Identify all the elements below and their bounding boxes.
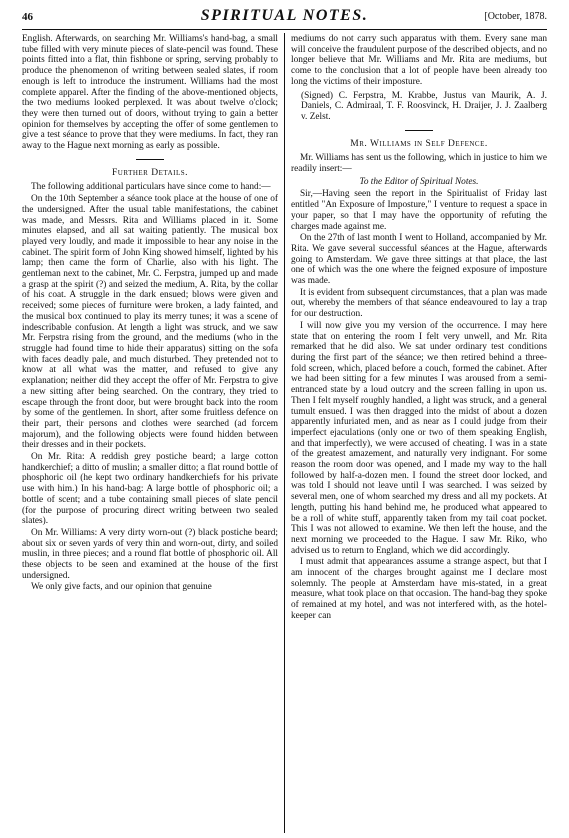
issue-date: [October, 1878. [484, 11, 547, 22]
page-number: 46 [22, 11, 33, 23]
section-heading-further-details: Further Details. [111, 167, 189, 178]
left-column [22, 34, 278, 834]
left-paragraph-2: The following additional particulars have since come to hand:— [31, 182, 271, 193]
right-paragraph-4: On the 27th of last month I went to Holland, accompanied by Mr. Rita. We gave several successful séances at the Hague, afterwards going to Amsterdam. We gave three sittings at that place, the last one of which was the one where the feigned exposure of imposture was made. [291, 233, 547, 287]
header-rule [22, 29, 547, 30]
section-divider [136, 159, 164, 160]
column-divider [284, 33, 285, 833]
right-paragraph-3: Sir,—Having seen the report in the Spiritualist of Friday last entitled "An Exposure of Imposture," I venture to request a space in your paper, so that I may have the opportunity of refuting the charges made against me. [291, 189, 547, 232]
left-paragraph-3: On the 10th September a séance took place at the house of one of the undersigned. After the usual table manifestations, the cabinet was made, and Messrs. Rita and Williams placed in it. Some minutes elapsed, and all sat waiting patiently. The musical box played very loudly, and made it impossible to hear any noise in the cabinet. The spirit form of John King showed himself, lighted by his lamp; then came the form of Charlie, also with his light. The gentleman next to the cabinet, Mr. C. Ferpstra, jumped up and made a grasp at the spirit (?) and seized the medium, A. Rita, by the collar of his coat. A struggle in the dark ensued; blows were given and received; some pieces of furniture were broken, a lady fainted, and the musical box continued to play its merry tunes; it was a scene of indescribable confusion. At length a light was struck, and we saw Mr. Ferpstra rising from the ground, and the mediums (who in the struggle had found time to hide their apparatus) sitting on the sofa with faces deadly pale, and much disturbed. They pretended not to know at all what was the matter, and refused to give any explanation; neither did they accept the offer of Mr. Ferpstra to give a new sitting after being searched. On the contrary, they tried to escape through the front door, but were brought back into the room by some of the gentlemen. In short, after some fruitless defence on their part, their persons and clothes were searched (ad forcem majorum), and the following objects were found hidden between their dresses and in their pockets. [22, 194, 278, 451]
right-paragraph-6: I will now give you my version of the occurrence. I may here state that on entering the room I felt very unwell, and Mr. Rita remarked that he did also. We sat under ordinary test conditions during the first part of the séance; we then retired behind a three-fold screen, which, placed before a couch, formed the cabinet. After we had been sitting for a few minutes I was aroused from a semi-entranced state by a loud outcry and the screen falling in upon us. Then I felt myself roughly handled, a light was struck, and a general tumult ensued. I was then dragged into the midst of about a dozen apparently infuriated men, and as near as I could judge from their imperfect ejaculations (only one or two of them speaking English, and that imperfectly), we were accused of cheating. I was in a state of the greatest amazement, and naturally very indignant. For some reason the room door was opened, and I made my way to the hall followed by half-a-dozen men. I found the street door locked, and was told I should not leave until I was searched. I was seized by several men, one of whom searched my dress and all my pockets. At length, putting his hand behind me, he produced what appeared to be a roll of white stuff, apparently taken from my tail coat pocket. This I was not allowed to examine. We then left the house, and the next morning we proceeded to the Hague. I saw Mr. Riko, who advised us to return to England, which we did accordingly. [291, 320, 547, 556]
right-paragraph-5: It is evident from subsequent circumstances, that a plan was made out, whereby the members of that séance endeavoured to lay a trap for our destruction. [291, 287, 547, 320]
right-column [291, 34, 547, 834]
section-heading-self-defence: Mr. Williams in Self Defence. [350, 138, 488, 149]
signatories: (Signed) C. Ferpstra, M. Krabbe, Justus van Maurik, A. J. Daniels, C. Admiraal, T. F. Roosvinck, H. Draijer, J. J. Zaalberg v. Zelst. [301, 90, 547, 122]
page-header [0, 0, 569, 28]
right-paragraph-1: mediums do not carry such apparatus with them. Every sane man will conceive the fraudulent purpose of the described objects, and no longer believe that Mr. Williams and Mr. Rita are mediums, but come to the conclusion that a lot of people have been already too long the victims of their imposture. [291, 34, 547, 87]
left-paragraph-4: On Mr. Rita: A reddish grey postiche beard; a large cotton handkerchief; a ditto of muslin; a smaller ditto; a flat round bottle of phosphoric oil (he kept two ordinary handkerchiefs for his private use with him.) In his hand-bag: A large bottle of phosphoric oil; a bottle of scent; and a tube containing small pieces of slate pencil (for the purpose of procuring direct writing between two sealed slates). [22, 452, 278, 527]
left-paragraph-6: We only give facts, and our opinion that genuine [31, 582, 212, 593]
right-paragraph-2: Mr. Williams has sent us the following, which in justice to him we readily insert:— [291, 153, 547, 175]
left-paragraph-1: English. Afterwards, on searching Mr. Williams's hand-bag, a small tube filled with very minute pieces of slate-pencil was found. These points fitted into a flat, thin fishbone or spring, serving probably to produce the phenomenon of writing between sealed slates, if room enough is left to introduce the instrument. Williams had the most complete apparel. After the finding of the above-mentioned objects, the two mediums looked perplexed. It was about twelve o'clock; they were then turned out of doors, without trying to gain a better opinion for themselves by accepting the offer of some gentlemen to give a test séance to prove that they were mediums. In fact, they ran away to the Hague next morning as early as possible. [22, 34, 278, 152]
running-title: SPIRITUAL NOTES. [200, 7, 369, 24]
right-paragraph-7: I must admit that appearances assume a strange aspect, but that I am innocent of the charges brought against me I declare most solemnly. The people at Amsterdam have mis-stated, in a great measure, what took place on that occasion. The hand-bag they spoke of remained at my hotel, and was not interfered with, as the hotel-keeper can [291, 557, 547, 621]
section-divider [405, 130, 433, 131]
letter-salutation-header: To the Editor of Spiritual Notes. [359, 176, 479, 187]
left-paragraph-5: On Mr. Williams: A very dirty worn-out (?) black postiche beard; about six or seven yards of very thin and worn-out, dirty, and soiled muslin, in three pieces; and a round flat bottle of phosphoric oil. All these objects to be seen and examined at the house of the first undersigned. [22, 527, 278, 581]
